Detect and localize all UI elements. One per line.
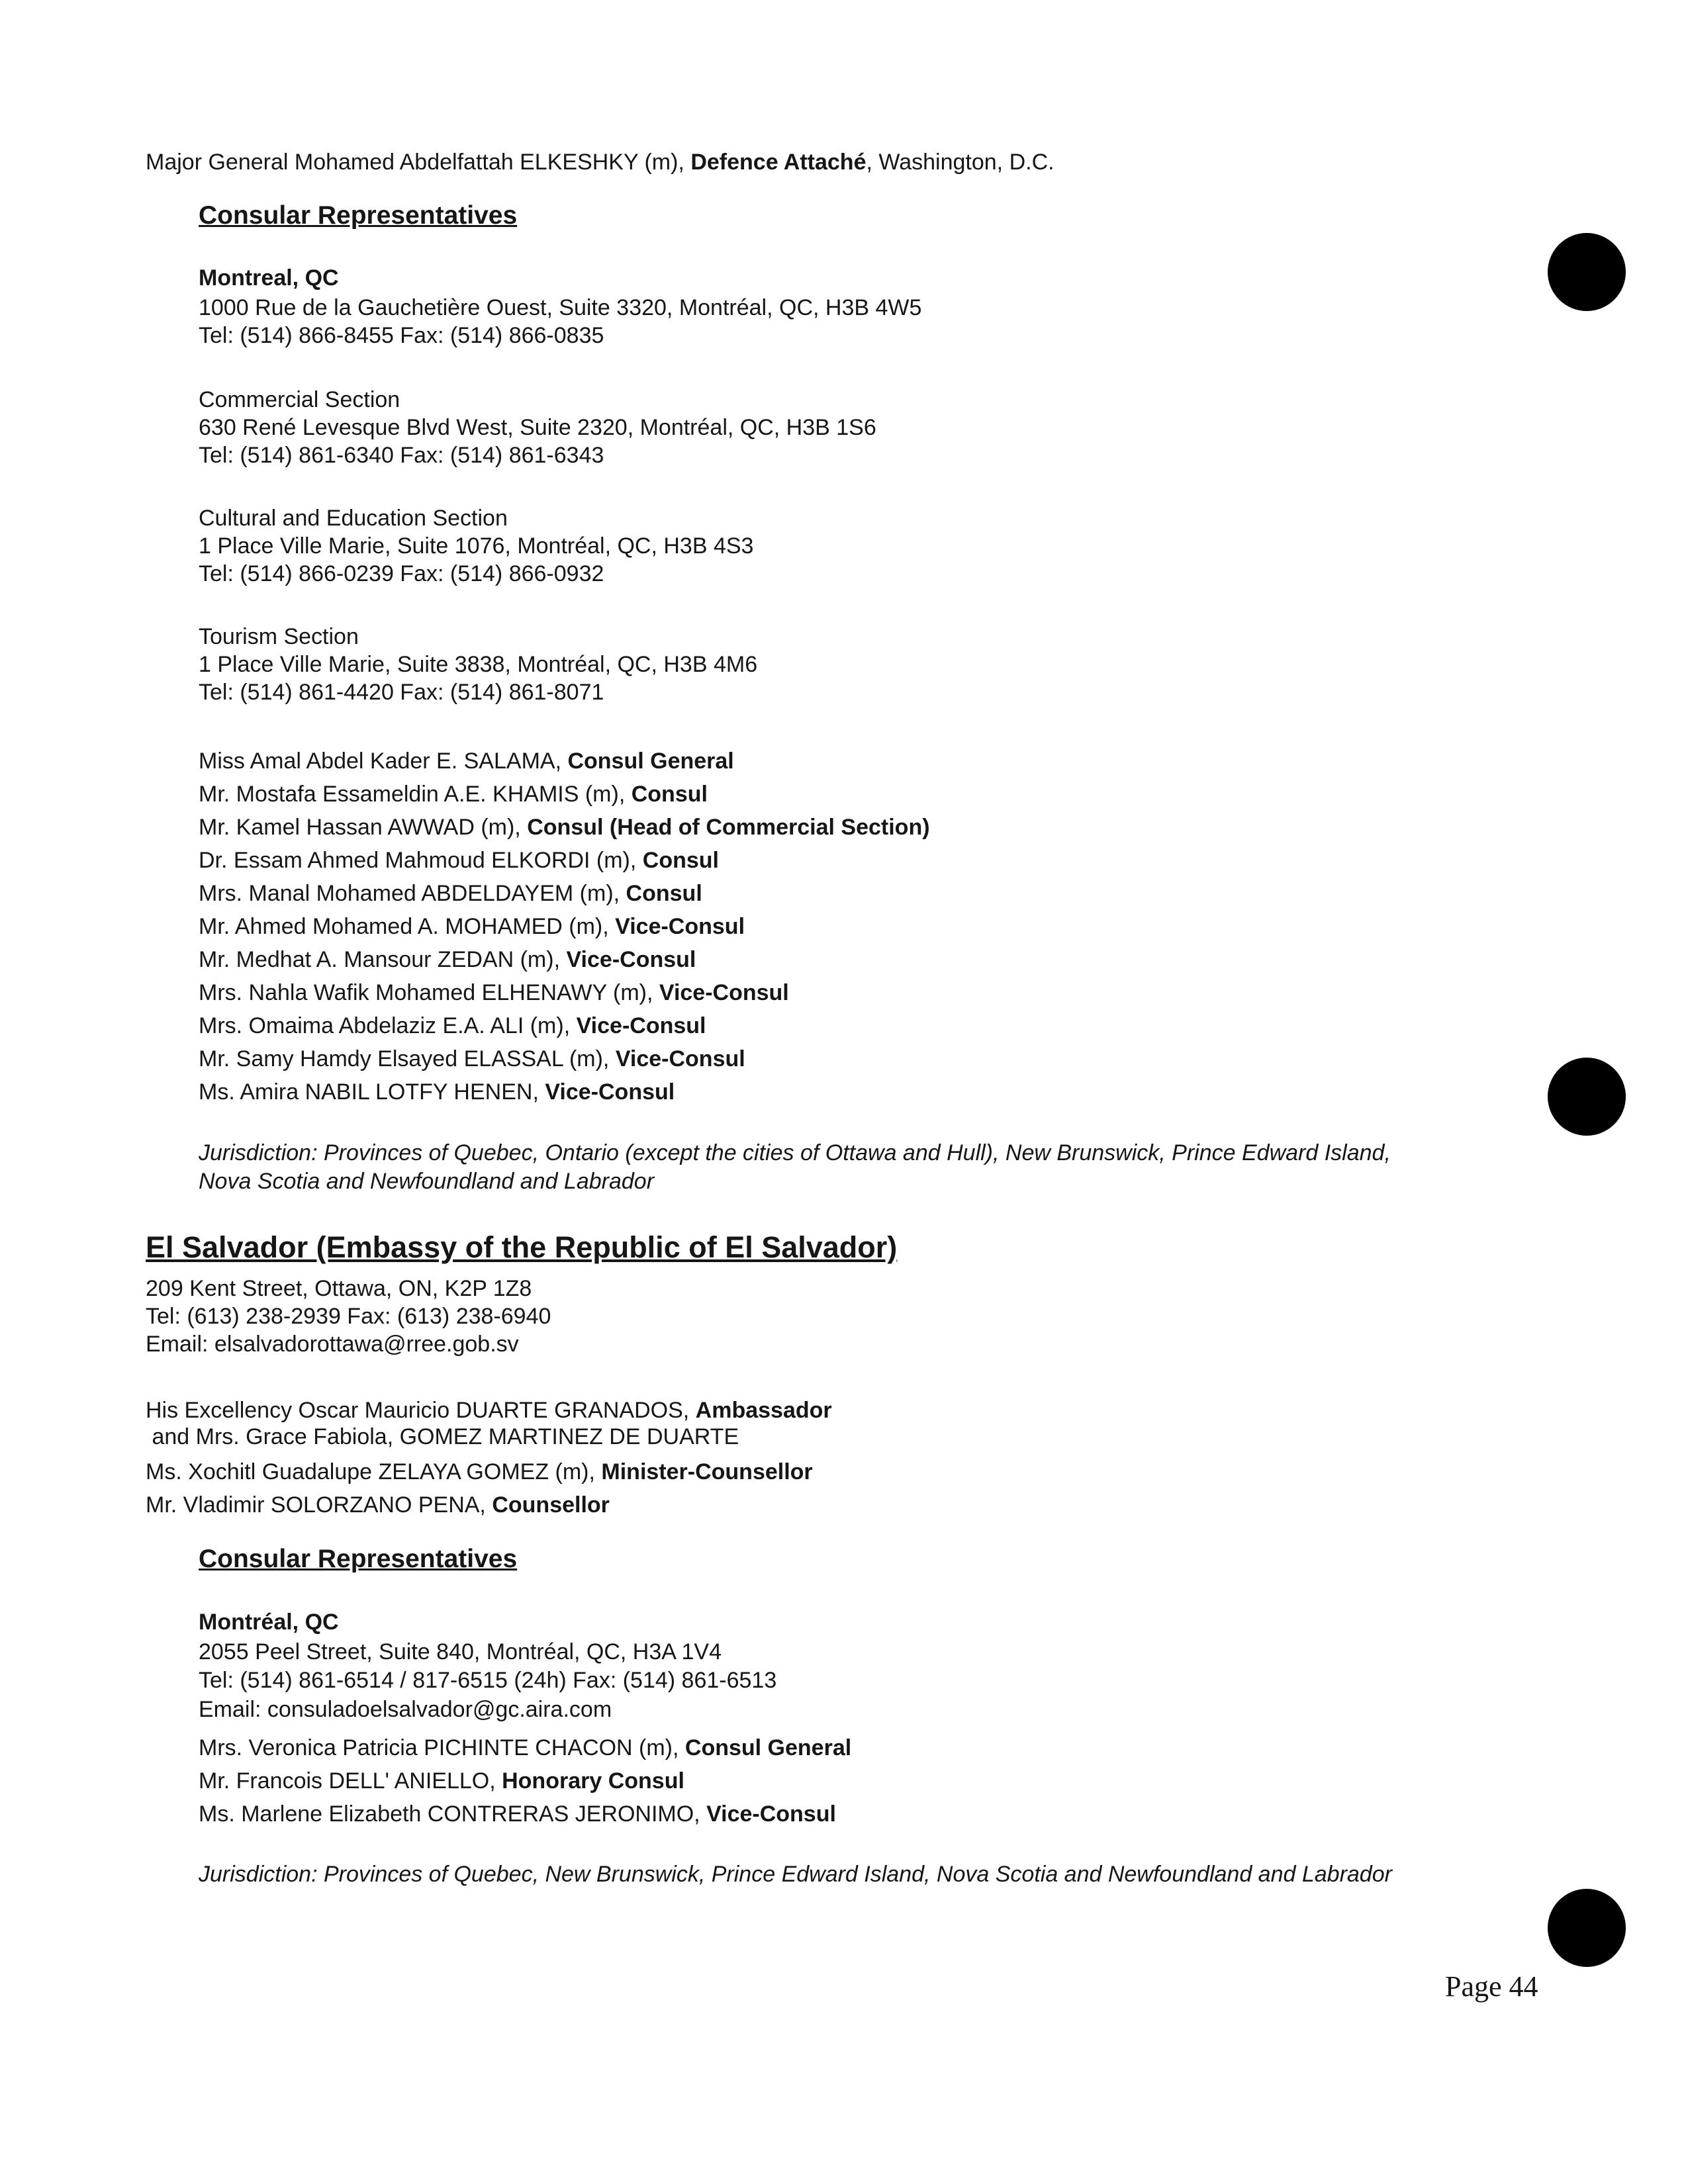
staff-entry: Dr. Essam Ahmed Mahmoud ELKORDI (m), Consul <box>199 848 719 873</box>
page-number: Page 44 <box>1445 1970 1538 2003</box>
section-name: Commercial Section <box>199 387 400 412</box>
section-name: Tourism Section <box>199 624 359 649</box>
section-tel: Tel: (514) 861-6340 Fax: (514) 861-6343 <box>199 443 604 468</box>
staff-entry: and Mrs. Grace Fabiola, GOMEZ MARTINEZ DE DUARTE <box>146 1424 739 1449</box>
staff-entry: Mr. Francois DELL' ANIELLO, Honorary Consul <box>199 1768 684 1794</box>
jurisdiction-line-2: Nova Scotia and Newfoundland and Labrador <box>199 1169 655 1194</box>
staff-entry: Mrs. Nahla Wafik Mohamed ELHENAWY (m), Vice-Consul <box>199 980 789 1005</box>
staff-entry: Mr. Mostafa Essameldin A.E. KHAMIS (m), Consul <box>199 782 708 807</box>
consular-heading: Consular Representatives <box>199 201 518 230</box>
staff-entry: Ms. Marlene Elizabeth CONTRERAS JERONIMO, Vice-Consul <box>199 1801 836 1827</box>
consular-city: Montreal, QC <box>199 265 339 291</box>
section-tel: Tel: (514) 866-0239 Fax: (514) 866-0932 <box>199 561 604 586</box>
embassy-email: Email: elsalvadorottawa@rree.gob.sv <box>146 1332 519 1357</box>
embassy-tel: Tel: (613) 238-2939 Fax: (613) 238-6940 <box>146 1304 551 1329</box>
section-address: 630 René Levesque Blvd West, Suite 2320, Montréal, QC, H3B 1S6 <box>199 415 876 440</box>
embassy-address: 209 Kent Street, Ottawa, ON, K2P 1Z8 <box>146 1276 532 1301</box>
consular-email: Email: consuladoelsalvador@gc.aira.com <box>199 1697 612 1722</box>
staff-entry: Mrs. Omaima Abdelaziz E.A. ALI (m), Vice-Consul <box>199 1013 706 1038</box>
staff-entry: Mr. Vladimir SOLORZANO PENA, Counsellor <box>146 1492 610 1518</box>
staff-entry: Mr. Kamel Hassan AWWAD (m), Consul (Head of Commercial Section) <box>199 815 930 840</box>
staff-entry: Mr. Samy Hamdy Elsayed ELASSAL (m), Vice-Consul <box>199 1046 745 1071</box>
staff-entry: Ms. Amira NABIL LOTFY HENEN, Vice-Consul <box>199 1079 675 1105</box>
jurisdiction-line: Jurisdiction: Provinces of Quebec, New Brunswick, Prince Edward Island, Nova Scotia and Newfoundland and Labrador <box>199 1862 1392 1887</box>
consular-city: Montréal, QC <box>199 1610 339 1635</box>
consular-address: 2055 Peel Street, Suite 840, Montréal, QC, H3A 1V4 <box>199 1639 722 1664</box>
staff-entry: Ms. Xochitl Guadalupe ZELAYA GOMEZ (m), Minister-Counsellor <box>146 1459 813 1484</box>
staff-entry: Mr. Ahmed Mohamed A. MOHAMED (m), Vice-Consul <box>199 914 745 939</box>
staff-entry: His Excellency Oscar Mauricio DUARTE GRANADOS, Ambassador <box>146 1398 832 1423</box>
jurisdiction-line-1: Jurisdiction: Provinces of Quebec, Ontario (except the cities of Ottawa and Hull), New Brunswick, Prince Edward Island, <box>199 1140 1391 1165</box>
staff-entry: Mrs. Manal Mohamed ABDELDAYEM (m), Consul <box>199 881 702 906</box>
punch-hole-middle <box>1548 1058 1626 1136</box>
consular-heading: Consular Representatives <box>199 1545 518 1573</box>
country-heading: El Salvador (Embassy of the Republic of El Salvador) <box>146 1230 898 1264</box>
section-tel: Tel: (514) 861-4420 Fax: (514) 861-8071 <box>199 680 604 705</box>
staff-entry: Mrs. Veronica Patricia PICHINTE CHACON (m), Consul General <box>199 1735 852 1760</box>
punch-hole-top <box>1548 233 1626 311</box>
defence-attache-line: Major General Mohamed Abdelfattah ELKESHKY (m), Defence Attaché, Washington, D.C. <box>146 150 1055 175</box>
section-address: 1 Place Ville Marie, Suite 3838, Montréal, QC, H3B 4M6 <box>199 652 758 677</box>
consular-tel: Tel: (514) 866-8455 Fax: (514) 866-0835 <box>199 323 604 348</box>
section-name: Cultural and Education Section <box>199 506 508 531</box>
section-address: 1 Place Ville Marie, Suite 1076, Montréal, QC, H3B 4S3 <box>199 533 754 559</box>
staff-entry: Miss Amal Abdel Kader E. SALAMA, Consul General <box>199 749 734 774</box>
punch-hole-bottom <box>1548 1889 1626 1967</box>
consular-tel: Tel: (514) 861-6514 / 817-6515 (24h) Fax: (514) 861-6513 <box>199 1668 777 1693</box>
consular-address: 1000 Rue de la Gauchetière Ouest, Suite 3320, Montréal, QC, H3B 4W5 <box>199 295 922 320</box>
staff-entry: Mr. Medhat A. Mansour ZEDAN (m), Vice-Consul <box>199 947 696 972</box>
